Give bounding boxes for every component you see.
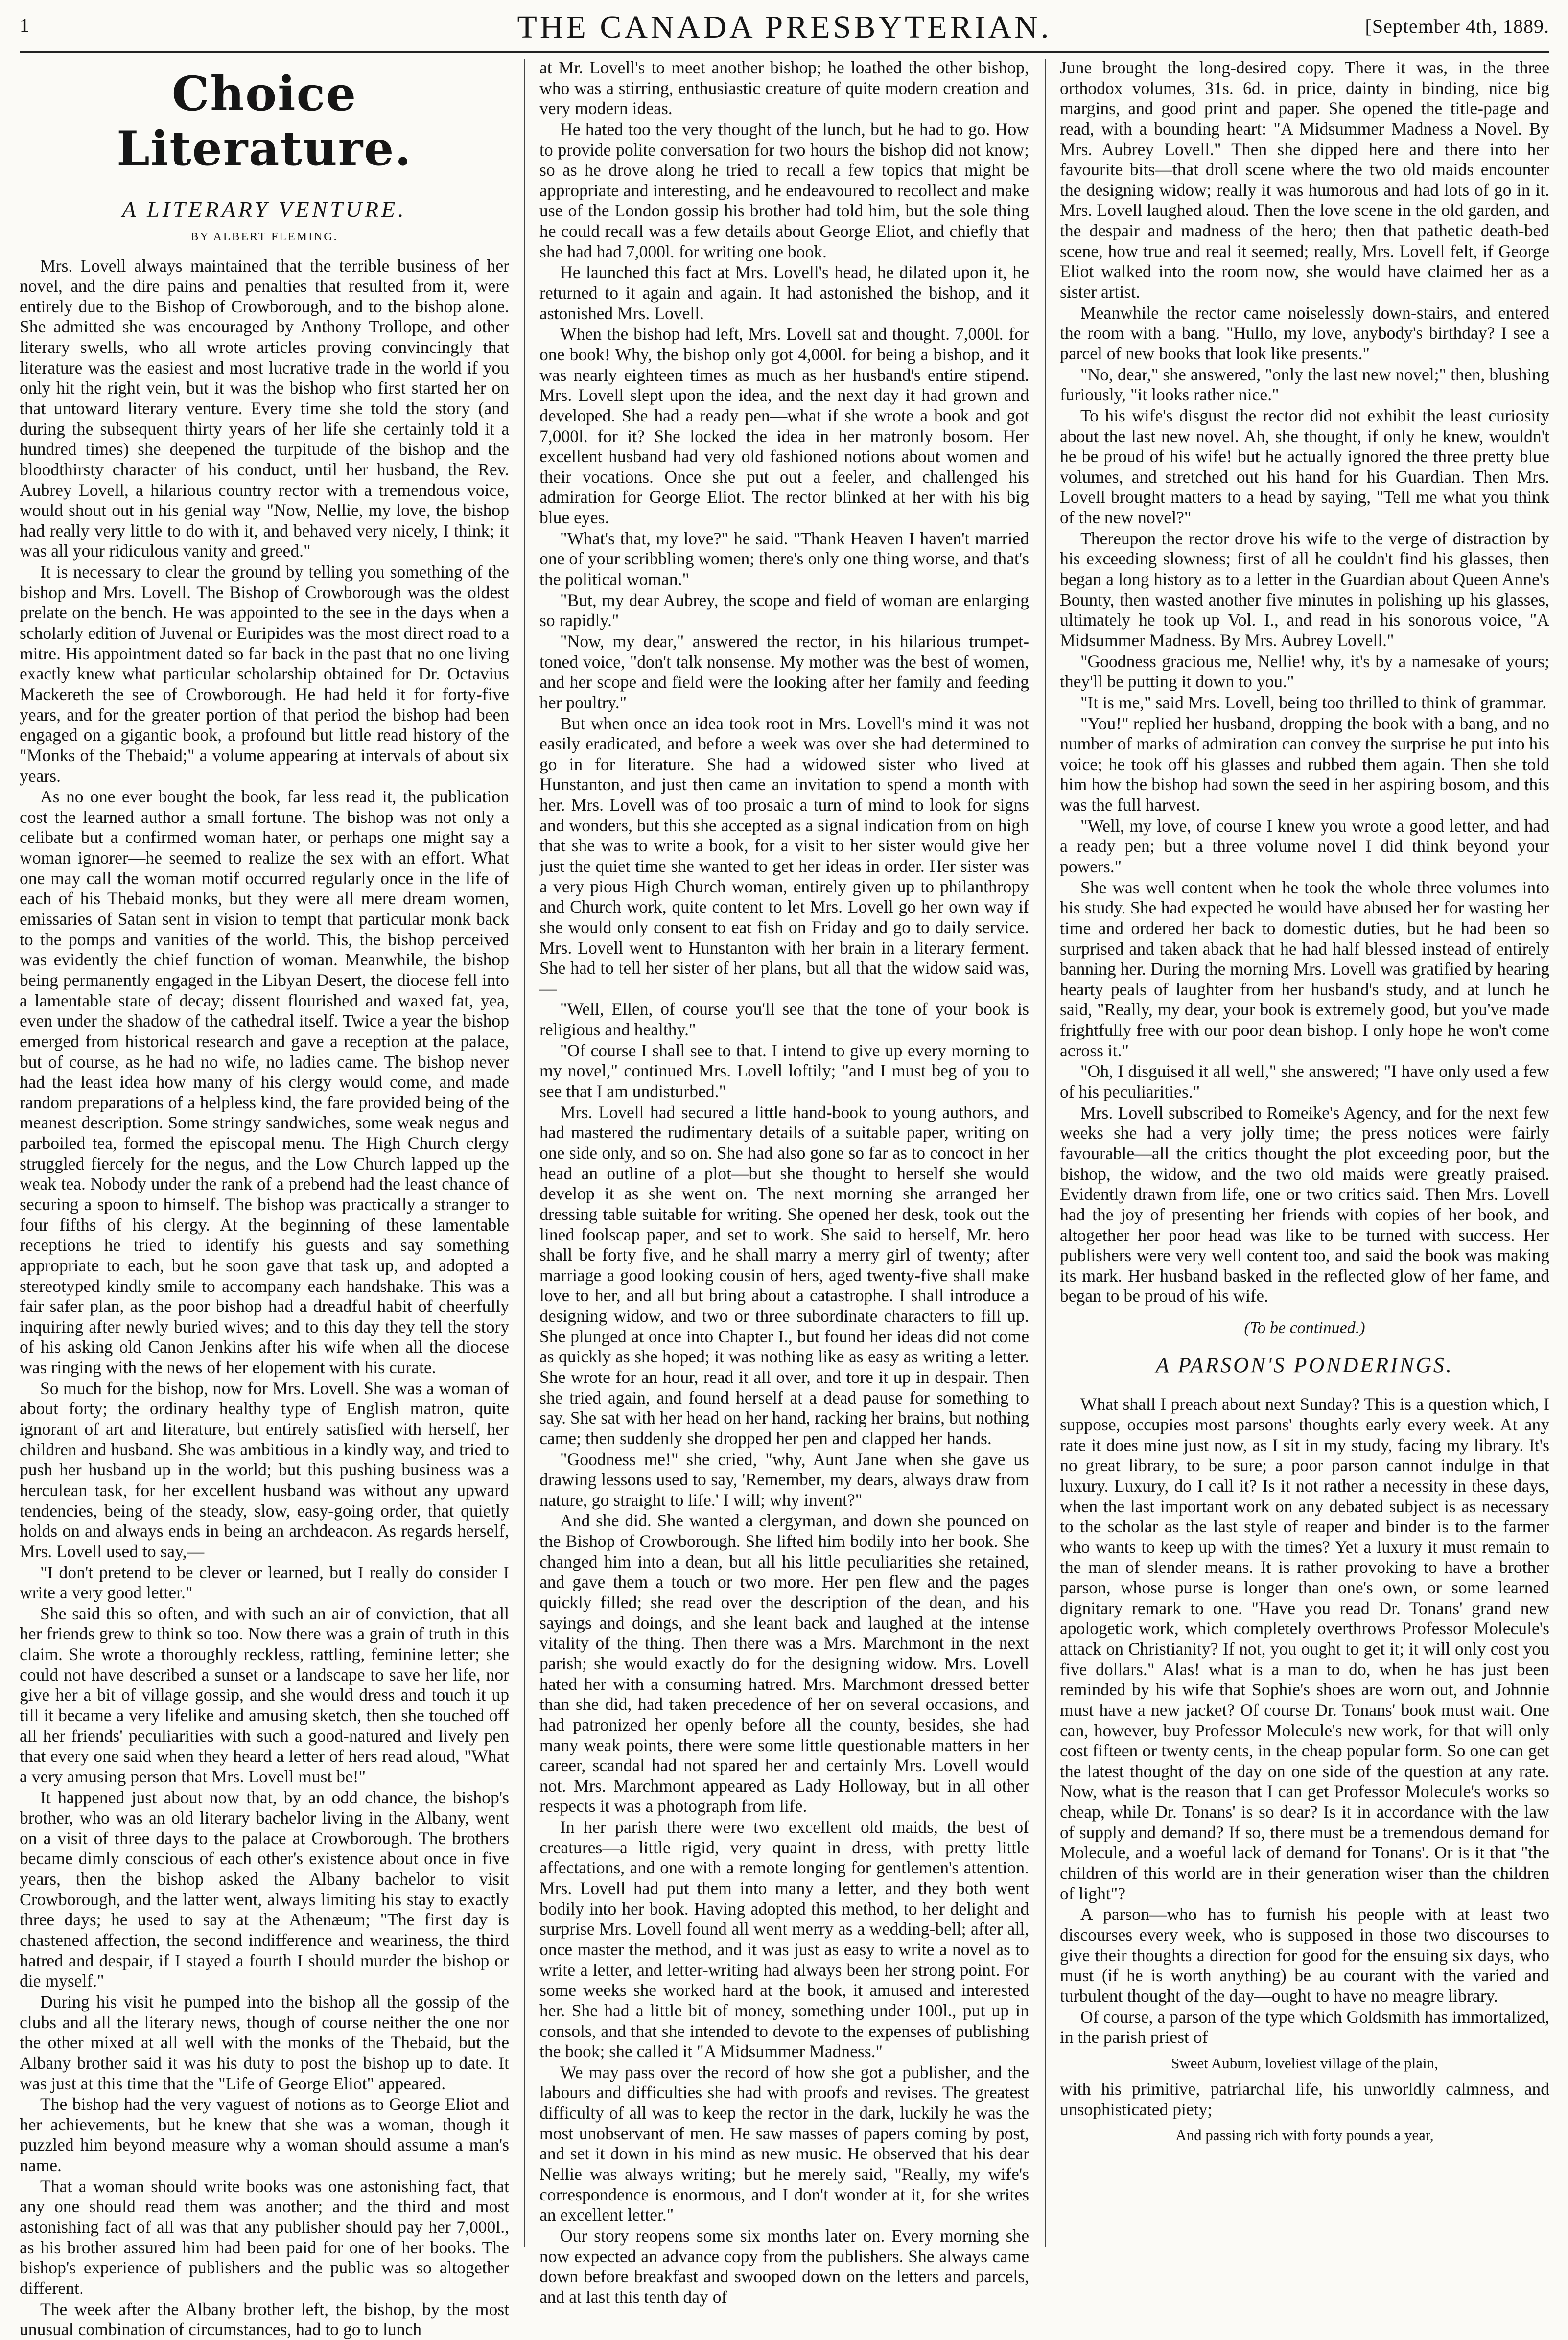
column-1 bbox=[20, 58, 509, 2340]
paragraph: "Goodness me!" she cried, "why, Aunt Jane when she gave us drawing lessons used to say, 'Remember, my dears, always draw from nature, go straight to life.' I will; why invent?" bbox=[539, 1449, 1029, 1510]
paragraph: It happened just about now that, by an odd chance, the bishop's brother, who was an old literary bachelor living in the Albany, went on a visit of three days to the palace at Crowborough. The brothers became dimly conscious of each other's existence about once in five years, then the bishop asked the Albany bachelor to visit Crowborough, and the latter went, always limiting his stay to exactly three days; he used to say at the Athenæum; "The first day is chastened affection, the second indifference and weariness, the third hatred and despair, if I stayed a fourth I should murder the bishop or die myself." bbox=[20, 1787, 509, 1991]
paragraph: June brought the long-desired copy. There it was, in the three orthodox volumes, 31s. 6d. in price, dainty in binding, nice big margins, and good print and paper. She opened the title-page and read, with a bounding heart: "A Midsummer Madness a Novel. By Mrs. Aubrey Lovell." Then she dipped here and there into her favourite bits—that droll scene where the two old maids encounter the designing widow; really it was humorous and had lots of go in it. Mrs. Lovell laughed aloud. Then the love scene in the old garden, and the despair and madness of the hero; then that pathetic death-bed scene, how true and real it seemed; really, Mrs. Lovell felt, if George Eliot walked into the room now, she would have claimed her as a sister artist. bbox=[1060, 58, 1549, 302]
page-number: 1 bbox=[20, 14, 29, 36]
paragraph: She said this so often, and with such an air of conviction, that all her friends grew to think so too. Now there was a grain of truth in this claim. She wrote a thoroughly reckless, rattling, feminine letter; she could not have described a sunset or a landscape to save her life, nor give her a bit of village gossip, and she would dress and touch it up till it became a very lifelike and amusing sketch, then she touched off all her friends' peculiarities with such a good-natured and lively pen that every one said when they heard a letter of hers read aloud, "What a very amusing person that Mrs. Lovell must be!" bbox=[20, 1603, 509, 1786]
newspaper-title: THE CANADA PRESBYTERIAN. bbox=[517, 9, 1052, 45]
paragraph: "No, dear," she answered, "only the last new novel;" then, blushing furiously, "it looks rather nice." bbox=[1060, 364, 1549, 405]
paragraph: "You!" replied her husband, dropping the book with a bang, and no number of marks of admiration can convey the surprise he put into his voice; he took off his glasses and rubbed them again. Then she told him how the bishop had sown the seed in her aspiring bosom, and this was the full harvest. bbox=[1060, 713, 1549, 815]
paragraph: We may pass over the record of how she got a publisher, and the labours and difficulties she had with proofs and revises. The greatest difficulty of all was to keep the rector in the dark, luckily he was the most unobservant of men. He saw masses of papers coming by post, and set it down in his mind as new music. He observed that his dear Nellie was always writing; but he merely said, "Really, my wife's correspondence is enormous, and I don't wonder at it, for she writes an excellent letter." bbox=[539, 2062, 1029, 2225]
paragraph: "Well, Ellen, of course you'll see that the tone of your book is religious and healthy." bbox=[539, 999, 1029, 1040]
article-byline: BY ALBERT FLEMING. bbox=[190, 231, 338, 244]
paragraph: He hated too the very thought of the lunch, but he had to go. How to provide polite conversation for two hours the bishop did not know; so as he drove along he tried to recall a few topics that might be appropriate and interesting, and he endeavoured to recollect and make use of the London gossip his brother had told him, but the sole thing he could recall was a few details about George Eliot, and chiefly that she had had 7,000l. for writing one book. bbox=[539, 119, 1029, 261]
to-be-continued-note: (To be continued.) bbox=[1244, 1319, 1365, 1337]
paragraph: That a woman should write books was one astonishing fact, that any one should read them was another; and the third and most astonishing fact of all was that any publisher should pay her 7,000l., as his brother assured him had been paid for one of her books. The bishop's experience of publishers and the public was so altogether different. bbox=[20, 2176, 509, 2298]
paragraph: Mrs. Lovell always maintained that the terrible business of her novel, and the dire pains and penalties that resulted from it, were entirely due to the Bishop of Crowborough, and to the bishop alone. She admitted she was encouraged by Anthony Trollope, and other literary swells, who all wrote articles proving convincingly that literature was the easiest and most lucrative trade in the world if you only hit the right vein, but it was the bishop who first started her on that untoward literary venture. Every time she told the story (and during the subsequent thirty years of her life she certainly told it a hundred times) she deepened the turpitude of the bishop and the bloodthirsty character of his conduct, until her husband, the Rev. Aubrey Lovell, a hilarious country rector with a tremendous voice, would shout out in his genial way "Now, Nellie, my love, the bishop had really very little to do with it, and behaved very nicely, I think; it was all your ridiculous vanity and greed." bbox=[20, 256, 509, 561]
column-2 bbox=[539, 58, 1029, 2307]
paragraph: Our story reopens some six months later on. Every morning she now expected an advance copy from the publishers. She always came down before breakfast and swooped down on the letters and parcels, and at last this tenth day of bbox=[539, 2225, 1029, 2307]
header-rule bbox=[20, 51, 1549, 53]
paragraph: "Of course I shall see to that. I intend to give up every morning to my novel," continued Mrs. Lovell loftily; "and I must beg of you to see that I am undisturbed." bbox=[539, 1040, 1029, 1101]
paragraph: "But, my dear Aubrey, the scope and field of woman are enlarging so rapidly." bbox=[539, 590, 1029, 631]
paragraph: He launched this fact at Mrs. Lovell's head, he dilated upon it, he returned to it again and again. It had astonished the bishop, and it astonished Mrs. Lovell. bbox=[539, 262, 1029, 323]
paragraph: But when once an idea took root in Mrs. Lovell's mind it was not easily eradicated, and before a week was over she had determined to go in for literature. She had a widowed sister who lived at Hunstanton, and just then came an invitation to spend a month with her. Mrs. Lovell was of too prosaic a turn of mind to look for signs and wonders, but this she accepted as a signal indication from on high that she was to write a book, for a visit to her sister would give her just the quiet time she wanted to get her ideas in order. Her sister was a very pious High Church woman, entirely given up to philanthropy and Church work, quite content to let Mrs. Lovell go her own way if she would only consent to eat fish on Friday and go to daily service. Mrs. Lovell went to Hunstanton with her brain in a literary ferment. She had to tell her sister of her plans, but all that the widow said was,— bbox=[539, 713, 1029, 998]
paragraph: It is necessary to clear the ground by telling you something of the bishop and Mrs. Lovell. The Bishop of Crowborough was the oldest prelate on the bench. He was appointed to the see in the days when a scholarly edition of Juvenal or Euripides was the most direct road to a mitre. His appointment dated so far back in the past that no one living exactly knew what particular scholarship obtained for Dr. Octavius Mackereth the see of Crowborough. He had held it for forty-five years, and for the greater portion of that period the bishop had been engaged on a gigantic book, a profound but little read history of the "Monks of the Thebaid;" a volume appearing at intervals of about six years. bbox=[20, 562, 509, 786]
verse-line: Sweet Auburn, loveliest village of the plain, bbox=[1171, 2054, 1438, 2072]
paragraph: Thereupon the rector drove his wife to the verge of distraction by his exceeding slowness; first of all he couldn't find his glasses, then began a long history as to a letter in the Guardian about Queen Anne's Bounty, then wasted another five minutes in polishing up his glasses, ultimately he took up Vol. I., and read in his sonorous voice, "A Midsummer Madness. By Mrs. Aubrey Lovell." bbox=[1060, 528, 1549, 650]
paragraph: The week after the Albany brother left, the bishop, by the most unusual combination of circumstances, had to go to lunch bbox=[20, 2299, 509, 2340]
paragraph: "It is me," said Mrs. Lovell, being too thrilled to think of grammar. bbox=[1080, 692, 1546, 712]
paragraph: Mrs. Lovell subscribed to Romeike's Agency, and for the next few weeks she had a very jolly time; the press notices were fairly favourable—all the critics thought the plot exceeding poor, but the bishop, the widow, and the two old maids were greatly praised. Evidently drawn from life, one or two critics said. Then Mrs. Lovell had the joy of presenting her friends with copies of her book, and altogether her poor head was like to be turned with success. Her publishers were very well content too, and said the book was making its mark. Her husband basked in the reflected glow of her fame, and began to be proud of his wife. bbox=[1060, 1102, 1549, 1306]
paragraph: A parson—who has to furnish his people with at least two discourses every week, who is supposed in those two discourses to give their thoughts a direction for good for the ensuing six days, who must (if he is worth anything) be au courant with the varied and turbulent thought of the day—ought to have no meagre library. bbox=[1060, 1904, 1549, 2006]
verse-line: And passing rich with forty pounds a year, bbox=[1175, 2127, 1434, 2144]
paragraph: And she did. She wanted a clergyman, and down she pounced on the Bishop of Crowborough. She lifted him bodily into her book. She changed him into a dean, but all his little peculiarities she retained, and gave them a touch or two more. Her pen flew and the pages quickly filled; she read over the description of the dean, and his sayings and doings, and she leant back and laughed at the intense vitality of the thing. Then there was a Mrs. Marchmont in the next parish; she would exactly do for the designing widow. Mrs. Lovell hated her with a consuming hatred. Mrs. Marchmont dressed better than she did, had taken precedence of her on several occasions, and had patronized her openly before all the county, besides, she had many weak points, there were some little questionable matters in her career, scandal had not spared her and certainly Mrs. Lovell would not. Mrs. Marchmont appeared as Lady Holloway, but in all other respects it was a photograph from life. bbox=[539, 1511, 1029, 1816]
paragraph: Meanwhile the rector came noiselessly down-stairs, and entered the room with a bang. "Hullo, my love, anybody's birthday? I see a parcel of new books that look like presents." bbox=[1060, 303, 1549, 363]
paragraph: "Now, my dear," answered the rector, in his hilarious trumpet-toned voice, "don't talk nonsense. My mother was the best of women, and her scope and field were the looking after her family and feeding her poultry." bbox=[539, 631, 1029, 712]
paragraph: What shall I preach about next Sunday? This is a question which, I suppose, occupies most parsons' thoughts early every week. At any rate it does mine just now, as I sit in my study, facing my library. It's no great library, to be sure; a poor parson cannot indulge in that luxury. Luxury, do I call it? Is it not rather a necessity in these days, when the last important work on any debated subject is as necessary to the scholar as the last style of reaper and binder is to the farmer who wants to keep up with the times? Yet a luxury it must remain to the man of slender means. It is rather provoking to have a brother parson, whose purse is longer than one's own, or some learned dignitary remark to one. "Have you read Dr. Tonans' grand new apologetic work, which completely overthrows Professor Molecule's attack on Christianity? If not, you ought to get it; it will only cost you five dollars." Alas! what is a man to do, when he has just been reminded by his wife that Sophie's shoes are worn out, and Johnnie must have a new jacket? Of course Dr. Tonans' book must wait. One can, however, buy Professor Molecule's new work, for that will only cost fifteen or twenty cents, in the cheap popular form. So one can get the latest thought of the day on one side of the question at any rate. Now, what is the reason that I can get Professor Molecule's works so cheap, while Dr. Tonans' is so dear? Is it in accordance with the law of supply and demand? If so, there must be a tremendous demand for Molecule, and a woeful lack of demand for Tonans'. Or is it that "the children of this world are in their generation wiser than the children of light"? bbox=[1060, 1394, 1549, 1903]
page-columns bbox=[20, 58, 1549, 2340]
column-3 bbox=[1060, 58, 1549, 2251]
paragraph: "Goodness gracious me, Nellie! why, it's by a namesake of yours; they'll be putting it down to you." bbox=[1060, 651, 1549, 692]
section-masthead: Choice Literature. bbox=[117, 66, 412, 177]
paragraph: During his visit he pumped into the bishop all the gossip of the clubs and all the literary news, though of course neither the one nor the other mixed at all well with the monks of the Thebaid, but the Albany brother said it was his duty to post the bishop up to date. It was just at this time that the "Life of George Eliot" appeared. bbox=[20, 1991, 509, 2093]
paragraph: When the bishop had left, Mrs. Lovell sat and thought. 7,000l. for one book! Why, the bishop only got 4,000l. for being a bishop, and it was nearly eighteen times as much as her husband's entire stipend. Mrs. Lovell slept upon the idea, and the next day it had grown and developed. She had a ready pen—what if she wrote a book and got 7,000l. for it? She locked the idea in her matronly bosom. Her excellent husband had very old fashioned notions about women and their vocations. Once she put out a feeler, and challenged his admiration for George Eliot. The rector blinked at her with his big blue eyes. bbox=[539, 324, 1029, 528]
article-title: A PARSON'S PONDERINGS. bbox=[1156, 1353, 1453, 1377]
paragraph: "Oh, I disguised it all well," she answered; "I have only used a few of his peculiarities." bbox=[1060, 1061, 1549, 1102]
paragraph: at Mr. Lovell's to meet another bishop; he loathed the other bishop, who was a stirring, enthusiastic creature of quite modern creation and very modern ideas. bbox=[539, 58, 1029, 118]
paragraph: Mrs. Lovell had secured a little hand-book to young authors, and had mastered the rudimentary details of a suitable paper, writing on one side only, and so on. She had also gone so far as to concoct in her head an outline of a plot—but she thought to herself she would develop it as she went on. The next morning she arranged her dressing table suitable for writing. She opened her desk, took out the lined foolscap paper, and set to work. She said to herself, Mr. hero shall be forty five, and he shall marry a merry girl of twenty; after marriage a good looking cousin of hers, aged twenty-five shall make love to her, and all but bring about a catastrophe. I shall introduce a designing widow, and two or three subordinate characters to fill up. She plunged at once into Chapter I., but found her ideas did not come as quickly as she hoped; it was nothing like as easy as writing a letter. She wrote for an hour, read it all over, and tore it up in despair. Then she tried again, and found herself at a dead pause for something to say. She sat with her head on her hand, racking her brains, but nothing came; then suddenly she dropped her pen and clapped her hands. bbox=[539, 1102, 1029, 1448]
paragraph: "Well, my love, of course I knew you wrote a good letter, and had a ready pen; but a three volume novel I did think beyond your powers." bbox=[1060, 816, 1549, 876]
paragraph: "I don't pretend to be clever or learned, but I really do consider I write a very good letter." bbox=[20, 1562, 509, 1603]
paragraph: In her parish there were two excellent old maids, the best of creatures—a little rigid, very quaint in dress, with pretty little affectations, and one with a remote longing for gentlemen's attention. Mrs. Lovell had put them into many a letter, and they both went bodily into her book. Having adopted this method, to her delight and surprise Mrs. Lovell found all went merry as a wedding-bell; after all, once master the method, and it was just as easy to write a novel as to write a letter, and letter-writing had always been her strong point. For some weeks she worked hard at the book, it amused and interested her. She had a little bit of money, something under 100l., put up in consols, and that she intended to devote to the expenses of publishing the book; she called it "A Midsummer Madness." bbox=[539, 1817, 1029, 2061]
article-title: A LITERARY VENTURE. bbox=[122, 196, 407, 222]
page-header bbox=[20, 9, 1549, 48]
paragraph: "What's that, my love?" he said. "Thank Heaven I haven't married one of your scribbling women; there's only one thing worse, and that's the political woman." bbox=[539, 528, 1029, 589]
issue-date: [September 4th, 1889. bbox=[1365, 15, 1549, 37]
paragraph: She was well content when he took the whole three volumes into his study. She had expected he would have abused her for wasting her time and ordered her back to domestic duties, but he had been so surprised and taken aback that he had half blessed instead of entirely banning her. During the morning Mrs. Lovell was gratified by hearing hearty peals of laughter from her husband's study, and at lunch he said, "Really, my dear, your book is extremely good, but you've made frightfully free with our poor dean bishop. I only hope he won't come across it." bbox=[1060, 877, 1549, 1060]
paragraph: As no one ever bought the book, far less read it, the publication cost the learned author a small fortune. The bishop was not only a celibate but a confirmed woman hater, or perhaps one might say a woman ignorer—he seemed to realize the sex with an effort. What one may call the woman motif occurred regularly once in the life of each of his Thebaid monks, but they were all mere dream women, emissaries of Satan sent in vision to tempt that particular monk back to the pomps and vanities of the world. This, the bishop perceived was evidently the chief function of woman. Meanwhile, the bishop being permanently engaged in the Libyan Desert, the diocese fell into a lamentable state of decay; dissent flourished and waxed fat, yea, even under the shadow of the cathedral itself. Twice a year the bishop emerged from historical research and gave a reception at the palace, but of course, as he had no wife, no ladies came. The bishop never had the least idea how many of his clergy would come, and made random preparations of a helpless kind, the fare provided being of the meanest description. Some stringy sandwiches, some weak negus and parboiled tea, formed the episcopal menu. The High Church clergy struggled fiercely for the negus, and the Low Church lapped up the weak tea. Nobody under the rank of a prebend had the least chance of securing a spoon to himself. The bishop was practically a stranger to four fifths of his clergy. At the beginning of these lamentable receptions he tried to identify his guests and say something appropriate to each, but he soon gave that task up, and adopted a stereotyped kindly smile to accompany each handshake. This was a fair safer plan, as the poor bishop had a dreadful habit of cheerfully inquiring after newly buried wives; and to this day they tell the story of his asking old Canon Jenkins after his wife when all the diocese was ringing with the news of her elopement with his curate. bbox=[20, 787, 509, 1378]
paragraph: Of course, a parson of the type which Goldsmith has immortalized, in the parish priest of bbox=[1060, 2007, 1549, 2047]
paragraph: To his wife's disgust the rector did not exhibit the least curiosity about the last new novel. Ah, she thought, if only he knew, wouldn't he be proud of his wife! but he actually ignored the three pretty blue volumes, and stretched out his hand for his Guardian. Then Mrs. Lovell brought matters to a head by saying, "Tell me what you think of the new novel?" bbox=[1060, 405, 1549, 528]
paragraph: So much for the bishop, now for Mrs. Lovell. She was a woman of about forty; the ordinary healthy type of English matron, quite ignorant of art and literature, but entirely satisfied with herself, her children and husband. She was ambitious in a kindly way, and tried to push her husband up in the world; but this pushing business was a herculean task, for her excellent husband was without any upward tendencies, being of the steady, slow, easy-going order, that quietly holds on and always ends in being an archdeacon. As regards herself, Mrs. Lovell used to say,— bbox=[20, 1378, 509, 1561]
paragraph: with his primitive, patriarchal life, his unworldly calmness, and unsophisticated piety; bbox=[1060, 2079, 1549, 2119]
paragraph: The bishop had the very vaguest of notions as to George Eliot and her achievements, but he knew that she was a woman, though it puzzled him beyond measure why a woman should assume a man's name. bbox=[20, 2094, 509, 2176]
